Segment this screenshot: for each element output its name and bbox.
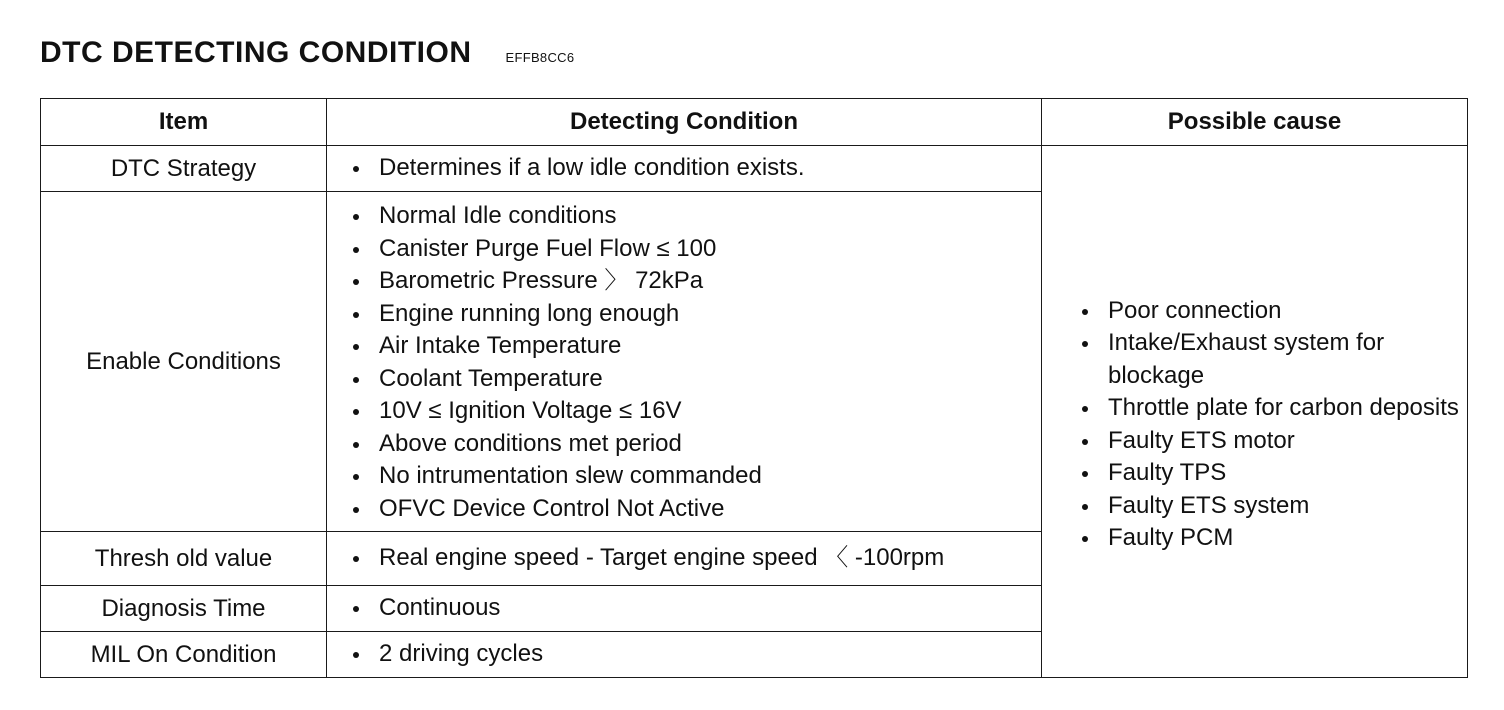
condition-cell — [327, 532, 1042, 586]
condition-cell — [327, 586, 1042, 632]
condition-item: 10V ≤ Ignition Voltage ≤ 16V — [351, 395, 1041, 428]
item-label: DTC Strategy — [41, 146, 327, 192]
condition-item: No intrumentation slew commanded — [351, 460, 1041, 493]
cause-item: Faulty ETS system — [1080, 490, 1467, 523]
header-possible-cause: Possible cause — [1042, 99, 1468, 146]
cause-item: Throttle plate for carbon deposits — [1080, 392, 1467, 425]
table-header-row — [41, 99, 1468, 146]
cause-item: Faulty PCM — [1080, 522, 1467, 555]
dtc-condition-table — [40, 98, 1468, 678]
condition-item: Canister Purge Fuel Flow ≤ 100 — [351, 233, 1041, 266]
condition-cell — [327, 192, 1042, 532]
item-label: Enable Conditions — [41, 192, 327, 532]
cause-item: Poor connection — [1080, 295, 1467, 328]
item-label: Diagnosis Time — [41, 586, 327, 632]
possible-cause-cell — [1042, 146, 1468, 678]
table-row-dtc-strategy — [41, 146, 1468, 192]
document-code: EFFB8CC6 — [505, 50, 575, 65]
condition-item: Continuous — [351, 592, 1041, 625]
title-block — [40, 36, 574, 70]
header-detecting-condition: Detecting Condition — [327, 99, 1042, 146]
condition-item: OFVC Device Control Not Active — [351, 493, 1041, 526]
condition-item: Engine running long enough — [351, 298, 1041, 331]
header-item: Item — [41, 99, 327, 146]
condition-item: Determines if a low idle condition exists. — [351, 152, 1041, 185]
condition-item: 2 driving cycles — [351, 638, 1041, 671]
condition-item: Air Intake Temperature — [351, 330, 1041, 363]
condition-item: Real engine speed - Target engine speed 〈 -100rpm — [351, 542, 1041, 575]
cause-item: Faulty ETS motor — [1080, 425, 1467, 458]
condition-item: Coolant Temperature — [351, 363, 1041, 396]
condition-item: Normal Idle conditions — [351, 200, 1041, 233]
cause-item: Intake/Exhaust system for blockage — [1080, 327, 1467, 392]
cause-item: Faulty TPS — [1080, 457, 1467, 490]
condition-cell — [327, 632, 1042, 678]
item-label: Thresh old value — [41, 532, 327, 586]
condition-item: Barometric Pressure 〉 72kPa — [351, 265, 1041, 298]
condition-item: Above conditions met period — [351, 428, 1041, 461]
item-label: MIL On Condition — [41, 632, 327, 678]
condition-cell — [327, 146, 1042, 192]
page-title: DTC DETECTING CONDITION — [40, 36, 472, 69]
